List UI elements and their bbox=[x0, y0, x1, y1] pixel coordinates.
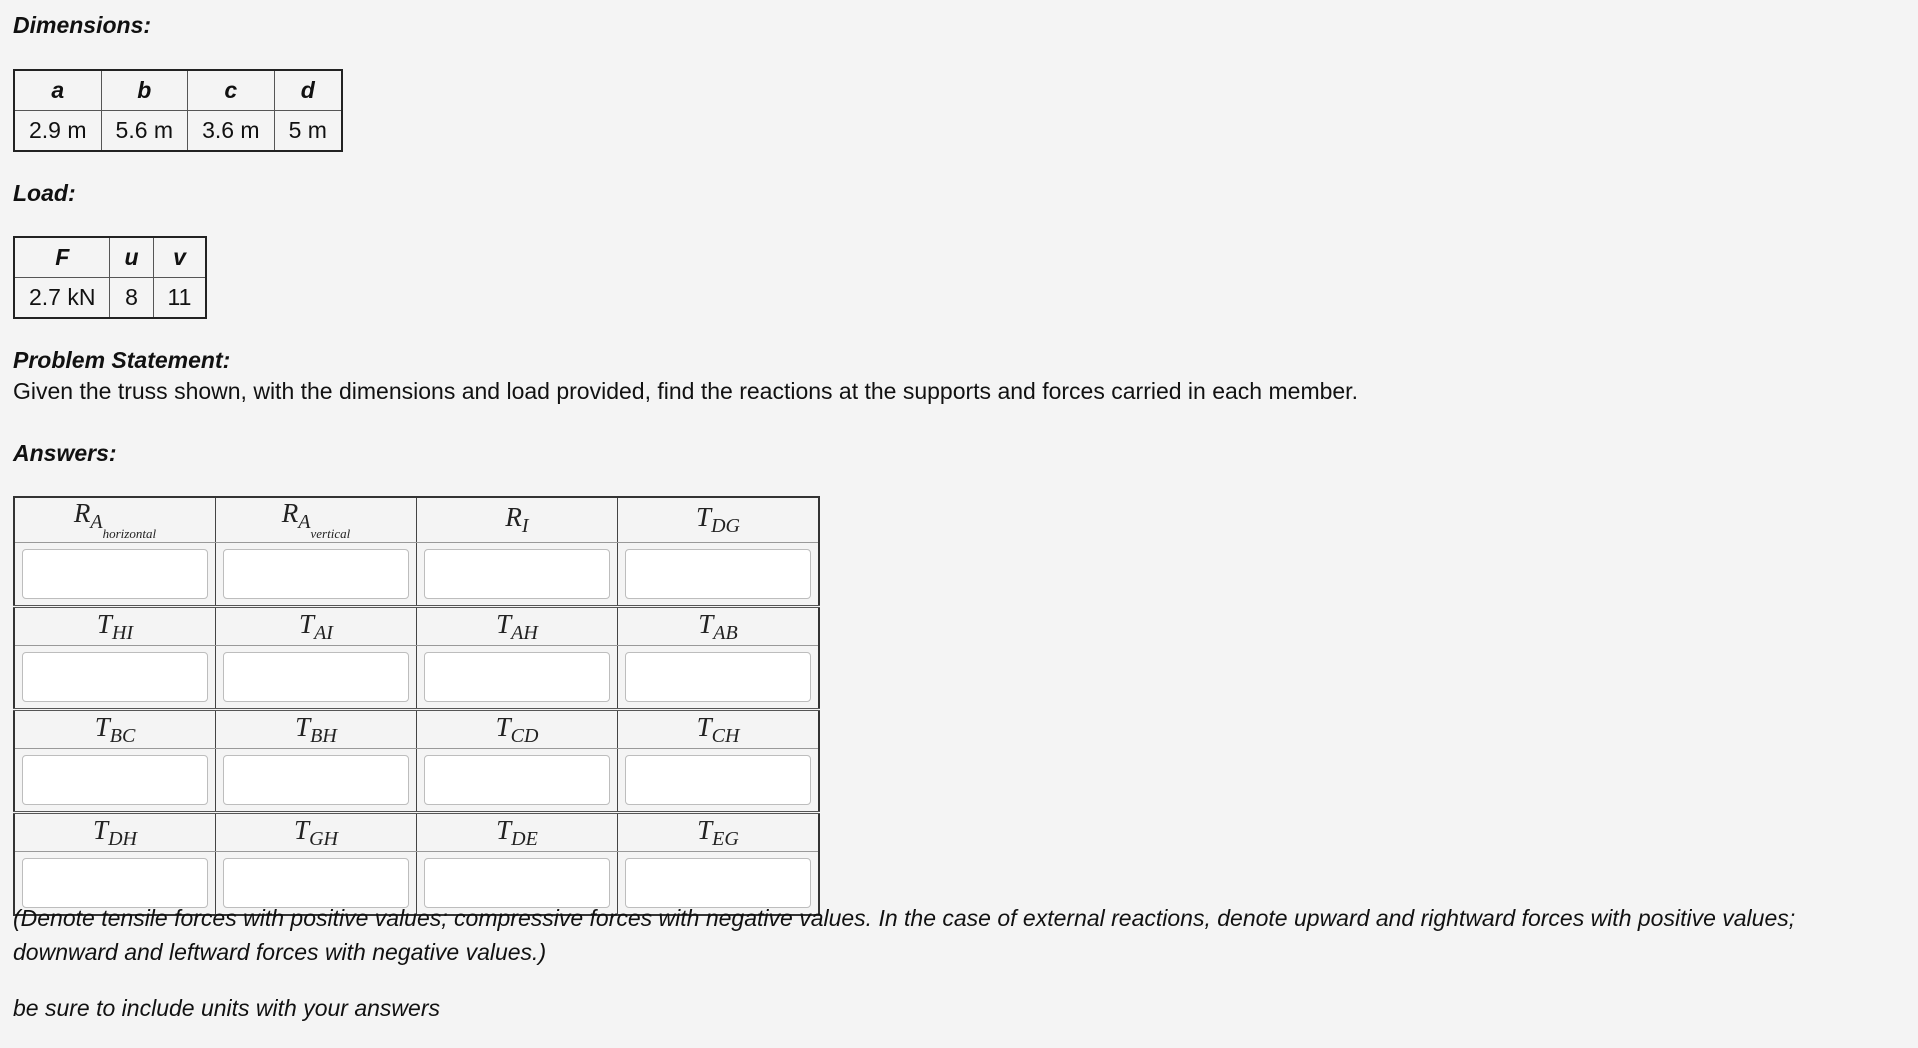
answer-input-cell bbox=[216, 646, 417, 710]
dim-value-a: 2.9 m bbox=[14, 111, 101, 152]
problem-statement: Given the truss shown, with the dimensions and load provided, find the reactions at the supports and forces carried in each member. bbox=[13, 378, 1358, 404]
symbol-thi bbox=[96, 608, 134, 644]
answer-input-tch[interactable] bbox=[625, 755, 811, 805]
symbol-base: T bbox=[698, 608, 714, 639]
answer-input-ra-vertical[interactable] bbox=[223, 549, 409, 599]
answer-label-cell bbox=[618, 710, 820, 749]
answer-input-tab[interactable] bbox=[625, 652, 811, 702]
symbol-teg bbox=[697, 814, 739, 850]
symbol-ra-horizontal bbox=[73, 498, 157, 541]
units-reminder: be sure to include units with your answers bbox=[13, 995, 440, 1021]
answer-label-cell bbox=[417, 497, 618, 543]
symbol-tdh bbox=[93, 814, 137, 850]
symbol-subscript: AI bbox=[314, 621, 333, 644]
answer-input-cell bbox=[417, 646, 618, 710]
answer-label-cell bbox=[14, 607, 216, 646]
symbol-sub-subscript: horizontal bbox=[102, 526, 157, 541]
dim-value-c: 3.6 m bbox=[188, 111, 275, 152]
answer-input-tcd[interactable] bbox=[424, 755, 610, 805]
symbol-subscript: AB bbox=[713, 621, 738, 644]
load-header-f: F bbox=[14, 237, 110, 278]
answer-input-cell bbox=[618, 646, 820, 710]
symbol-ri bbox=[505, 502, 529, 537]
symbol-tdg bbox=[696, 502, 740, 537]
answer-input-cell bbox=[14, 543, 216, 607]
symbol-tde bbox=[496, 814, 538, 850]
symbol-tcd bbox=[495, 711, 539, 747]
dimensions-table bbox=[13, 69, 343, 152]
answer-label-cell bbox=[417, 813, 618, 852]
answer-label-cell bbox=[618, 607, 820, 646]
answer-label-row bbox=[14, 607, 819, 646]
answer-label-cell bbox=[618, 813, 820, 852]
symbol-tai bbox=[299, 608, 333, 644]
symbol-base: R bbox=[281, 498, 299, 528]
answer-label-cell bbox=[216, 497, 417, 543]
symbol-subscript: BH bbox=[310, 724, 337, 747]
answers-table bbox=[13, 496, 820, 916]
symbol-base: R bbox=[73, 498, 91, 528]
dim-value-d: 5 m bbox=[274, 111, 342, 152]
symbol-base: T bbox=[299, 608, 315, 639]
symbol-base: R bbox=[505, 502, 522, 532]
answer-input-tbh[interactable] bbox=[223, 755, 409, 805]
answer-label-row bbox=[14, 497, 819, 543]
answer-input-cell bbox=[14, 749, 216, 813]
dim-header-a: a bbox=[14, 70, 101, 111]
answer-input-tdg[interactable] bbox=[625, 549, 811, 599]
symbol-subscript: DG bbox=[711, 515, 740, 537]
dim-header-b: b bbox=[101, 70, 188, 111]
symbol-subscript: I bbox=[521, 515, 529, 537]
answer-input-cell bbox=[618, 543, 820, 607]
load-value-f: 2.7 kN bbox=[14, 278, 110, 319]
answer-input-cell bbox=[14, 646, 216, 710]
answer-label-cell bbox=[216, 607, 417, 646]
answer-label-row bbox=[14, 813, 819, 852]
problem-heading: Problem Statement: bbox=[13, 347, 231, 373]
answer-label-cell bbox=[417, 710, 618, 749]
answer-label-cell bbox=[417, 607, 618, 646]
symbol-subscript: EG bbox=[712, 827, 739, 850]
symbol-base: T bbox=[94, 711, 110, 742]
answer-input-row bbox=[14, 749, 819, 813]
answer-label-cell bbox=[14, 813, 216, 852]
answers-heading: Answers: bbox=[13, 440, 117, 466]
dim-header-d: d bbox=[274, 70, 342, 111]
load-value-u: 8 bbox=[110, 278, 153, 319]
answer-input-cell bbox=[216, 543, 417, 607]
symbol-base: T bbox=[696, 711, 712, 742]
symbol-base: T bbox=[93, 814, 109, 845]
symbol-base: T bbox=[697, 814, 713, 845]
load-value-v: 11 bbox=[153, 278, 206, 319]
symbol-tab bbox=[698, 608, 738, 644]
symbol-base: T bbox=[495, 711, 511, 742]
symbol-subscript: DE bbox=[511, 827, 538, 850]
symbol-subscript: CD bbox=[510, 724, 539, 747]
answer-label-cell bbox=[216, 813, 417, 852]
symbol-base: T bbox=[696, 502, 712, 532]
symbol-base: T bbox=[295, 711, 311, 742]
answer-label-cell bbox=[14, 710, 216, 749]
symbol-subscript: CH bbox=[711, 724, 740, 747]
load-header-v: v bbox=[153, 237, 206, 278]
answer-input-row bbox=[14, 543, 819, 607]
symbol-subscript: Ahorizontal bbox=[90, 511, 157, 541]
symbol-subscript: DH bbox=[108, 827, 137, 850]
symbol-tgh bbox=[294, 814, 338, 850]
load-heading: Load: bbox=[13, 180, 76, 206]
symbol-sub-subscript: vertical bbox=[310, 526, 351, 541]
symbol-subscript: AH bbox=[511, 621, 538, 644]
symbol-base: T bbox=[96, 608, 112, 639]
answer-input-cell bbox=[618, 749, 820, 813]
symbol-base: T bbox=[496, 608, 512, 639]
answer-label-cell bbox=[14, 497, 216, 543]
symbol-tbh bbox=[295, 711, 337, 747]
dim-header-c: c bbox=[188, 70, 275, 111]
answer-input-thi[interactable] bbox=[22, 652, 208, 702]
symbol-ra-vertical bbox=[281, 498, 351, 541]
load-table bbox=[13, 236, 207, 319]
answer-label-cell bbox=[216, 710, 417, 749]
answer-input-tah[interactable] bbox=[424, 652, 610, 702]
symbol-base: T bbox=[294, 814, 310, 845]
answer-input-tbc[interactable] bbox=[22, 755, 208, 805]
answer-input-row bbox=[14, 646, 819, 710]
symbol-subscript: GH bbox=[309, 827, 338, 850]
answer-label-row bbox=[14, 710, 819, 749]
dim-value-b: 5.6 m bbox=[101, 111, 188, 152]
symbol-tch bbox=[696, 711, 740, 747]
dimensions-heading: Dimensions: bbox=[13, 12, 152, 38]
symbol-tah bbox=[496, 608, 538, 644]
sign-convention-note: (Denote tensile forces with positive values; compressive forces with negative values. In the case of external reactions, denote upward and rightward forces with positive values; downward and leftward forces with negative values.) bbox=[13, 905, 1796, 965]
symbol-base: T bbox=[496, 814, 512, 845]
answer-input-ra-horizontal[interactable] bbox=[22, 549, 208, 599]
symbol-subscript: HI bbox=[111, 621, 134, 644]
answer-input-ri[interactable] bbox=[424, 549, 610, 599]
symbol-tbc bbox=[94, 711, 136, 747]
symbol-subscript: Avertical bbox=[298, 511, 351, 541]
load-header-u: u bbox=[110, 237, 153, 278]
answer-input-cell bbox=[216, 749, 417, 813]
answer-input-tai[interactable] bbox=[223, 652, 409, 702]
answer-input-cell bbox=[417, 749, 618, 813]
answer-input-cell bbox=[417, 543, 618, 607]
symbol-subscript: BC bbox=[109, 724, 136, 747]
answer-label-cell bbox=[618, 497, 820, 543]
